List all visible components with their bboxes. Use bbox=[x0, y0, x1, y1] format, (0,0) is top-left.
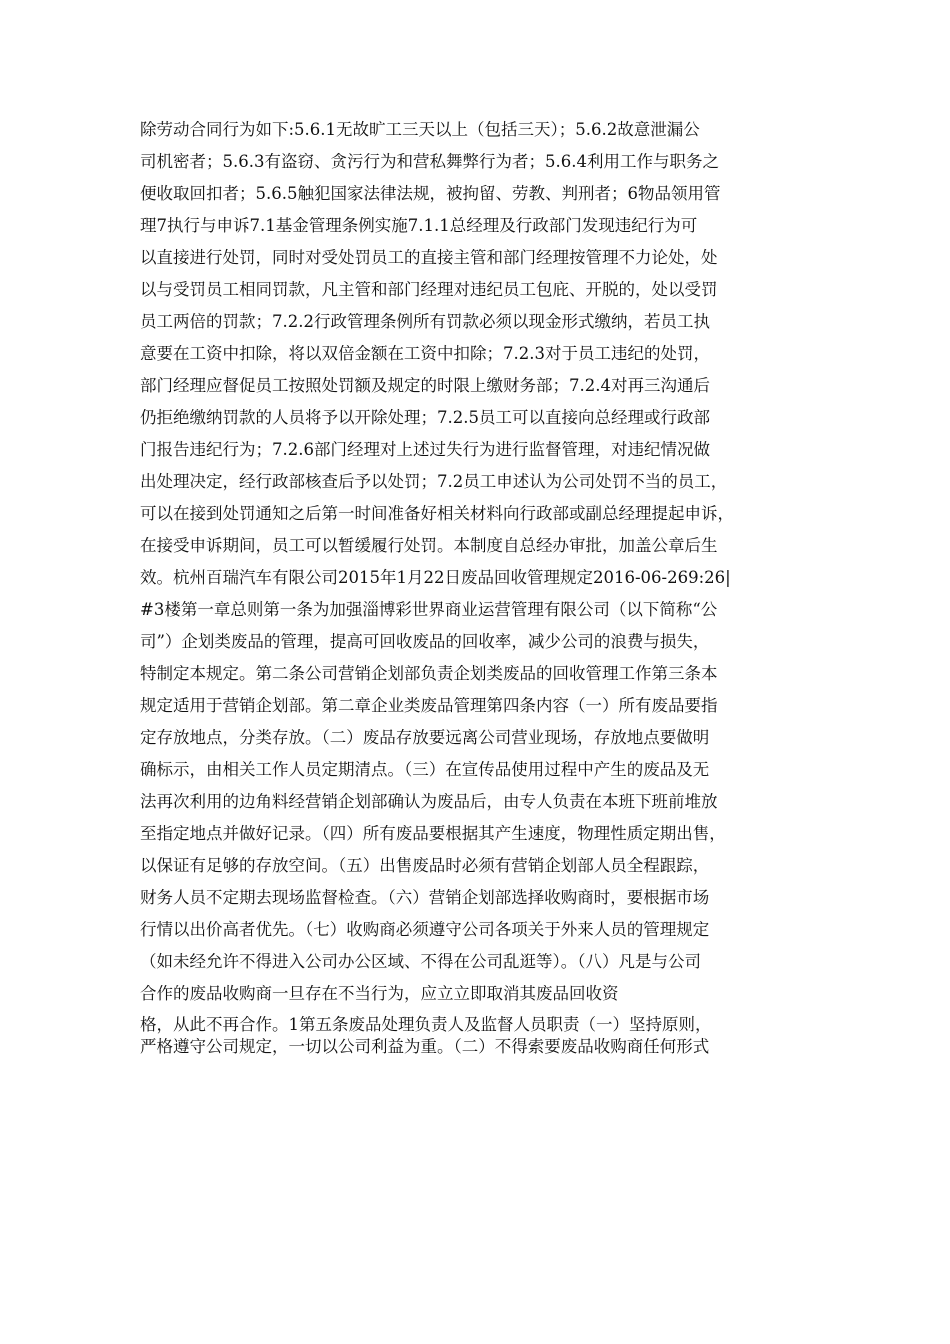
text-line-1: 除劳动合同行为如下:5.6.1无故旷工三天以上（包括三天）；5.6.2故意泄漏公 bbox=[140, 120, 700, 139]
document-body bbox=[140, 114, 830, 1058]
text-line-9: 部门经理应督促员工按照处罚额及规定的时限上缴财务部；7.2.4对再三沟通后 bbox=[140, 376, 710, 395]
text-line-25: 财务人员不定期去现场监督检查。（六）营销企划部选择收购商时，要根据市场 bbox=[140, 888, 710, 907]
text-line-23: 至指定地点并做好记录。（四）所有废品要根据其产生速度，物理性质定期出售， bbox=[140, 824, 726, 843]
text-line-8: 意要在工资中扣除，将以双倍金额在工资中扣除；7.2.3对于员工违纪的处罚， bbox=[140, 344, 710, 363]
text-line-28: 合作的废品收购商一旦存在不当行为，应立立即取消其废品回收资 bbox=[140, 984, 619, 1003]
text-line-21: 确标示，由相关工作人员定期清点。（三）在宣传品使用过程中产生的废品及无 bbox=[140, 760, 710, 779]
text-line-4: 理7执行与申诉7.1基金管理条例实施7.1.1总经理及行政部门发现违纪行为可 bbox=[140, 216, 698, 235]
text-line-24: 以保证有足够的存放空间。（五）出售废品时必须有营销企划部人员全程跟踪， bbox=[140, 856, 710, 875]
text-line-2: 司机密者；5.6.3有盗窃、贪污行为和营私舞弊行为者；5.6.4利用工作与职务之 bbox=[140, 152, 719, 171]
text-line-20: 定存放地点，分类存放。（二）废品存放要远离公司营业现场，存放地点要做明 bbox=[140, 728, 710, 747]
text-line-6: 以与受罚员工相同罚款，凡主管和部门经理对违纪员工包庇、开脱的，处以受罚 bbox=[140, 280, 718, 299]
text-line-16: #3楼第一章总则第一条为加强淄博彩世界商业运营管理有限公司（以下简称“公 bbox=[140, 600, 718, 619]
text-line-13: 可以在接到处罚通知之后第一时间准备好相关材料向行政部或副总经理提起申诉， bbox=[140, 504, 734, 523]
text-line-27: （如未经允许不得进入公司办公区域、不得在公司乱逛等）。（八）凡是与公司 bbox=[140, 952, 701, 971]
text-line-3: 便收取回扣者；5.6.5触犯国家法律法规，被拘留、劳教、判刑者；6物品领用管 bbox=[140, 184, 721, 203]
text-line-19: 规定适用于营销企划部。第二章企业类废品管理第四条内容（一）所有废品要指 bbox=[140, 696, 718, 715]
text-line-11: 门报告违纪行为；7.2.6部门经理对上述过失行为进行监督管理，对违纪情况做 bbox=[140, 440, 710, 459]
text-line-29: 格，从此不再合作。1第五条废品处理负责人及监督人员职责（一）坚持原则， bbox=[140, 1015, 712, 1034]
text-line-10: 仍拒绝缴纳罚款的人员将予以开除处理；7.2.5员工可以直接向总经理或行政部 bbox=[140, 408, 710, 427]
text-line-14: 在接受申诉期间，员工可以暂缓履行处罚。本制度自总经办审批，加盖公章后生 bbox=[140, 536, 718, 555]
text-line-18: 特制定本规定。第二条公司营销企划部负责企划类废品的回收管理工作第三条本 bbox=[140, 664, 718, 683]
text-line-22: 法再次利用的边角料经营销企划部确认为废品后，由专人负责在本班下班前堆放 bbox=[140, 792, 718, 811]
text-line-17: 司”）企划类废品的管理，提高可回收废品的回收率，减少公司的浪费与损失， bbox=[140, 632, 710, 651]
text-line-26: 行情以出价高者优先。（七）收购商必须遵守公司各项关于外来人员的管理规定 bbox=[140, 920, 710, 939]
text-line-30: 严格遵守公司规定，一切以公司利益为重。（二）不得索要废品收购商任何形式 bbox=[140, 1037, 710, 1056]
text-line-12: 出处理决定，经行政部核查后予以处罚；7.2员工申述认为公司处罚不当的员工， bbox=[140, 472, 728, 491]
text-line-15: 效。杭州百瑞汽车有限公司2015年1月22日废品回收管理规定2016-06-269:26| bbox=[140, 568, 731, 587]
text-line-5: 以直接进行处罚，同时对受处罚员工的直接主管和部门经理按管理不力论处，处 bbox=[140, 248, 718, 267]
text-line-7: 员工两倍的罚款；7.2.2行政管理条例所有罚款必须以现金形式缴纳，若员工执 bbox=[140, 312, 710, 331]
